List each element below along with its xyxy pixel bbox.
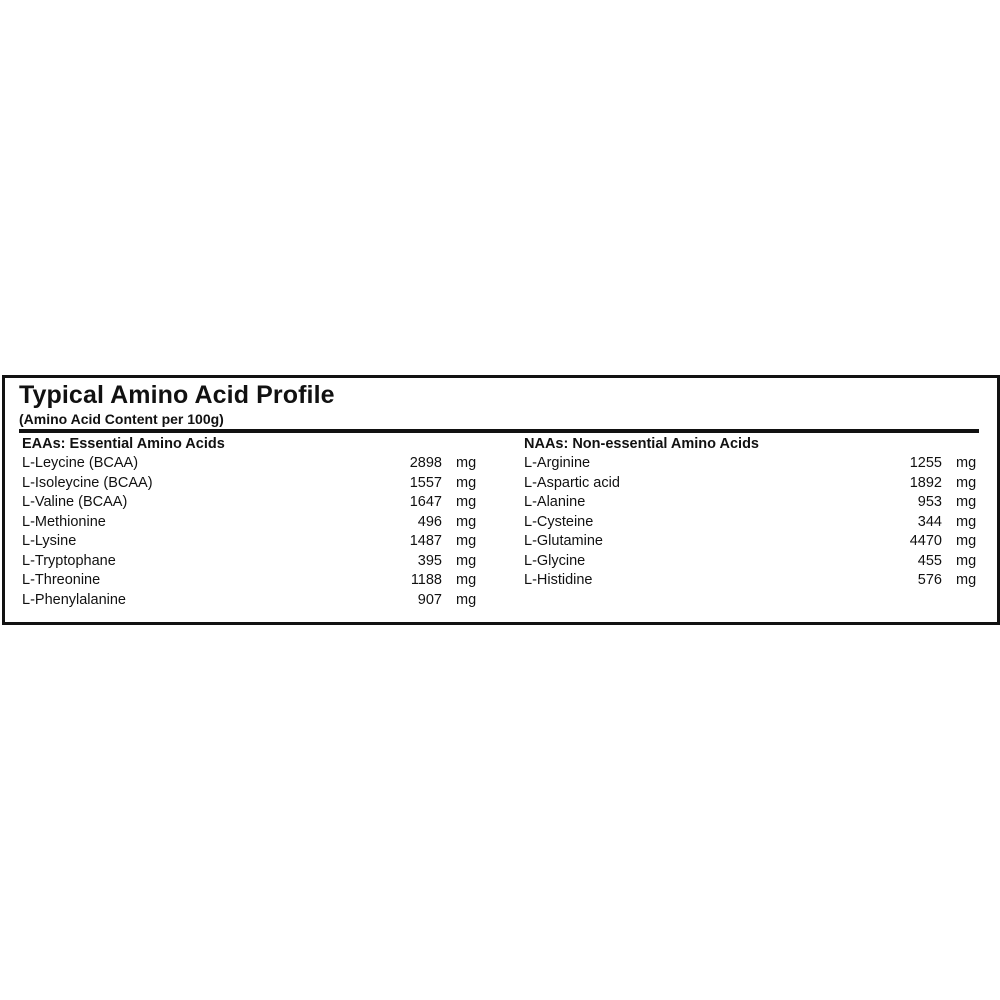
item-name: L-Glutamine	[524, 533, 603, 549]
profile-subtitle: (Amino Acid Content per 100g)	[19, 411, 224, 427]
list-item	[524, 552, 980, 572]
item-name: L-Alanine	[524, 494, 586, 510]
item-amount: 4470	[909, 533, 942, 549]
item-amount: 576	[917, 572, 942, 588]
list-item	[524, 571, 980, 591]
item-name: L-Leycine (BCAA)	[22, 455, 139, 471]
item-name: L-Tryptophane	[22, 552, 116, 569]
item-unit: mg	[956, 533, 977, 549]
list-item	[524, 454, 980, 474]
list-item	[524, 474, 980, 494]
item-amount: 1647	[409, 494, 442, 510]
essential-amino-acids-section	[22, 435, 480, 610]
item-unit: mg	[456, 455, 477, 471]
list-item	[22, 532, 480, 552]
item-name: L-Aspartic acid	[524, 474, 620, 491]
list-item	[22, 571, 480, 591]
item-name: L-Valine (BCAA)	[22, 494, 128, 510]
profile-title: Typical Amino Acid Profile	[19, 381, 335, 409]
list-item	[22, 552, 480, 572]
list-item	[22, 591, 480, 611]
item-name: L-Lysine	[22, 533, 77, 549]
list-item	[22, 513, 480, 533]
item-amount: 496	[417, 513, 442, 530]
item-unit: mg	[956, 572, 977, 588]
item-amount: 907	[417, 591, 442, 608]
item-amount: 1557	[409, 474, 442, 491]
item-name: L-Methionine	[22, 513, 106, 530]
amino-acid-profile-panel	[2, 375, 1000, 625]
item-amount: 344	[917, 513, 942, 530]
item-name: L-Cysteine	[524, 513, 594, 530]
list-item	[524, 493, 980, 513]
list-item	[22, 474, 480, 494]
item-unit: mg	[956, 474, 977, 491]
item-unit: mg	[456, 591, 477, 608]
item-unit: mg	[956, 552, 977, 569]
item-unit: mg	[456, 533, 477, 549]
item-name: L-Threonine	[22, 572, 101, 588]
non-essential-section-heading: NAAs: Non-essential Amino Acids	[524, 436, 759, 452]
item-unit: mg	[456, 513, 477, 530]
item-amount: 395	[417, 552, 442, 569]
item-unit: mg	[456, 552, 477, 569]
list-item	[22, 454, 480, 474]
item-amount: 1892	[909, 474, 942, 491]
item-amount: 455	[917, 552, 942, 569]
list-item	[524, 532, 980, 552]
header-rule	[19, 429, 979, 433]
non-essential-amino-acids-section	[524, 435, 980, 591]
item-amount: 953	[917, 494, 942, 510]
item-amount: 2898	[409, 455, 442, 471]
item-unit: mg	[956, 513, 977, 530]
non-essential-list	[524, 454, 980, 591]
list-item	[22, 493, 480, 513]
item-name: L-Glycine	[524, 552, 586, 569]
essential-list	[22, 454, 480, 610]
item-unit: mg	[456, 474, 477, 491]
item-amount: 1487	[409, 533, 442, 549]
item-unit: mg	[456, 572, 477, 588]
item-name: L-Isoleycine (BCAA)	[22, 474, 153, 491]
item-name: L-Arginine	[524, 455, 591, 471]
item-amount: 1255	[909, 455, 942, 471]
item-unit: mg	[456, 494, 477, 510]
essential-section-heading: EAAs: Essential Amino Acids	[22, 436, 225, 452]
item-amount: 1188	[410, 572, 442, 588]
list-item	[524, 513, 980, 533]
item-unit: mg	[956, 494, 977, 510]
item-unit: mg	[956, 455, 977, 471]
item-name: L-Phenylalanine	[22, 591, 126, 608]
item-name: L-Histidine	[524, 572, 593, 588]
